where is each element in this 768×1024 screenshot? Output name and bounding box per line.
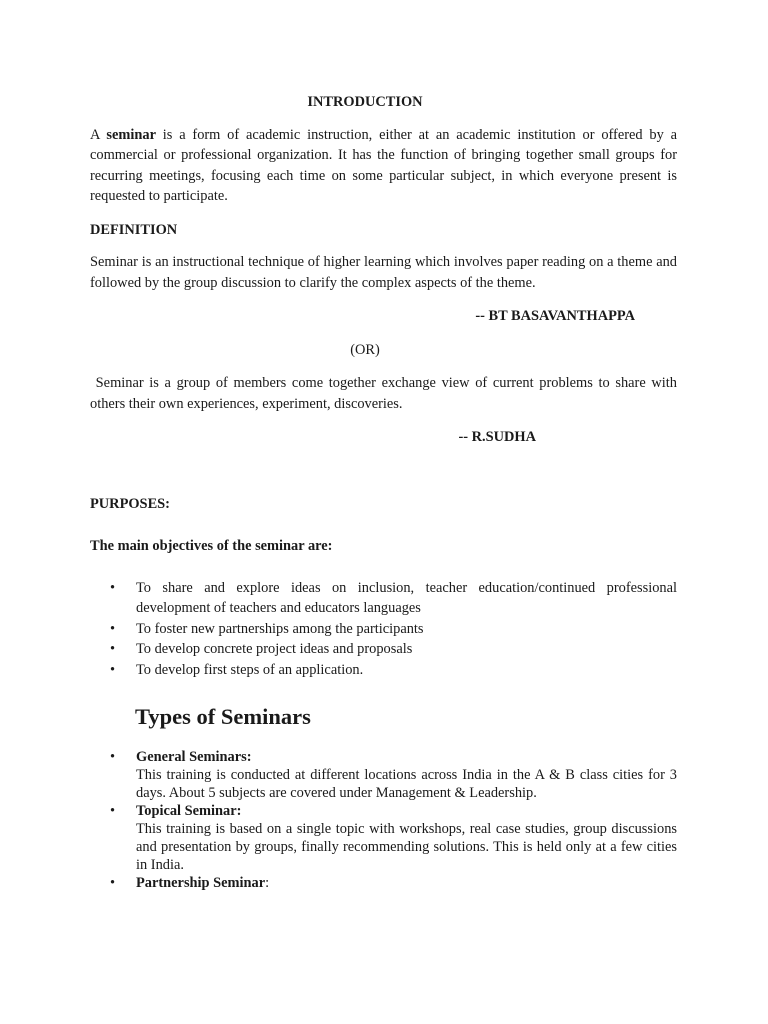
list-item [90, 802, 677, 874]
bullet-icon: • [110, 749, 116, 765]
definition-author-2: -- R.SUDHA [458, 429, 536, 445]
definition-or: (OR) [350, 341, 380, 358]
list-item-text: To develop first steps of an application. [136, 661, 364, 678]
list-item-text: To share and explore ideas on inclusion, teacher education/continued professional development of teachers and educators languages [136, 579, 677, 616]
introduction-title: INTRODUCTION [307, 94, 423, 110]
list-item [90, 748, 677, 802]
list-item-text: To foster new partnerships among the participants [136, 620, 424, 637]
list-item-text: To develop concrete project ideas and proposals [136, 641, 413, 657]
list-item [90, 639, 677, 660]
document-page [90, 92, 681, 892]
types-title: Types of Seminars [135, 704, 311, 729]
bullet-icon: • [110, 803, 116, 819]
types-list [90, 748, 677, 892]
list-item [90, 578, 677, 619]
bullet-icon: • [110, 641, 116, 657]
type-name: Partnership Seminar [136, 875, 266, 891]
intro-text: is a form of academic instruction, either at an academic institution or offered by a commercial or professional organization. It has the function of bringing together small groups for recurring meetings, focusing each time on some particular subject, in which everyone present is requested to participate. [90, 126, 678, 204]
objectives-list [90, 578, 677, 681]
type-description: This training is based on a single topic with workshops, real case studies, group discussions and presentation by groups, finally recommending solutions. This is held only at a few cities in India. [136, 821, 677, 873]
type-description: This training is conducted at different locations across India in the A & B class cities for 3 days. About 5 subjects are covered under Management & Leadership. [136, 767, 677, 801]
intro-lead-bold: seminar [106, 126, 156, 143]
definition-heading: DEFINITION [90, 221, 178, 238]
list-item [90, 660, 677, 681]
list-item [90, 619, 677, 640]
bullet-icon: • [110, 579, 116, 596]
type-name-line [136, 875, 269, 891]
bullet-icon: • [110, 661, 116, 678]
bullet-icon: • [110, 875, 116, 891]
type-name: Topical Seminar: [136, 803, 242, 819]
type-name: General Seminars: [136, 749, 252, 765]
definition-paragraph-1: Seminar is an instructional technique of higher learning which involves paper reading on a theme and followed by the group discussion to clarify the complex aspects of the theme. [90, 254, 677, 291]
definition-author-1: -- BT BASAVANTHAPPA [475, 308, 635, 324]
intro-lead-pre: A [90, 126, 107, 143]
list-item [90, 874, 677, 892]
bullet-icon: • [110, 620, 116, 637]
purposes-subheading: The main objectives of the seminar are: [90, 538, 333, 554]
definition-paragraph-2: Seminar is a group of members come together exchange view of current problems to share with others their own experiences, experiment, discoveries. [90, 375, 681, 412]
introduction-paragraph [90, 125, 677, 207]
purposes-heading: PURPOSES: [90, 495, 170, 512]
type-name-suffix: : [265, 875, 270, 891]
